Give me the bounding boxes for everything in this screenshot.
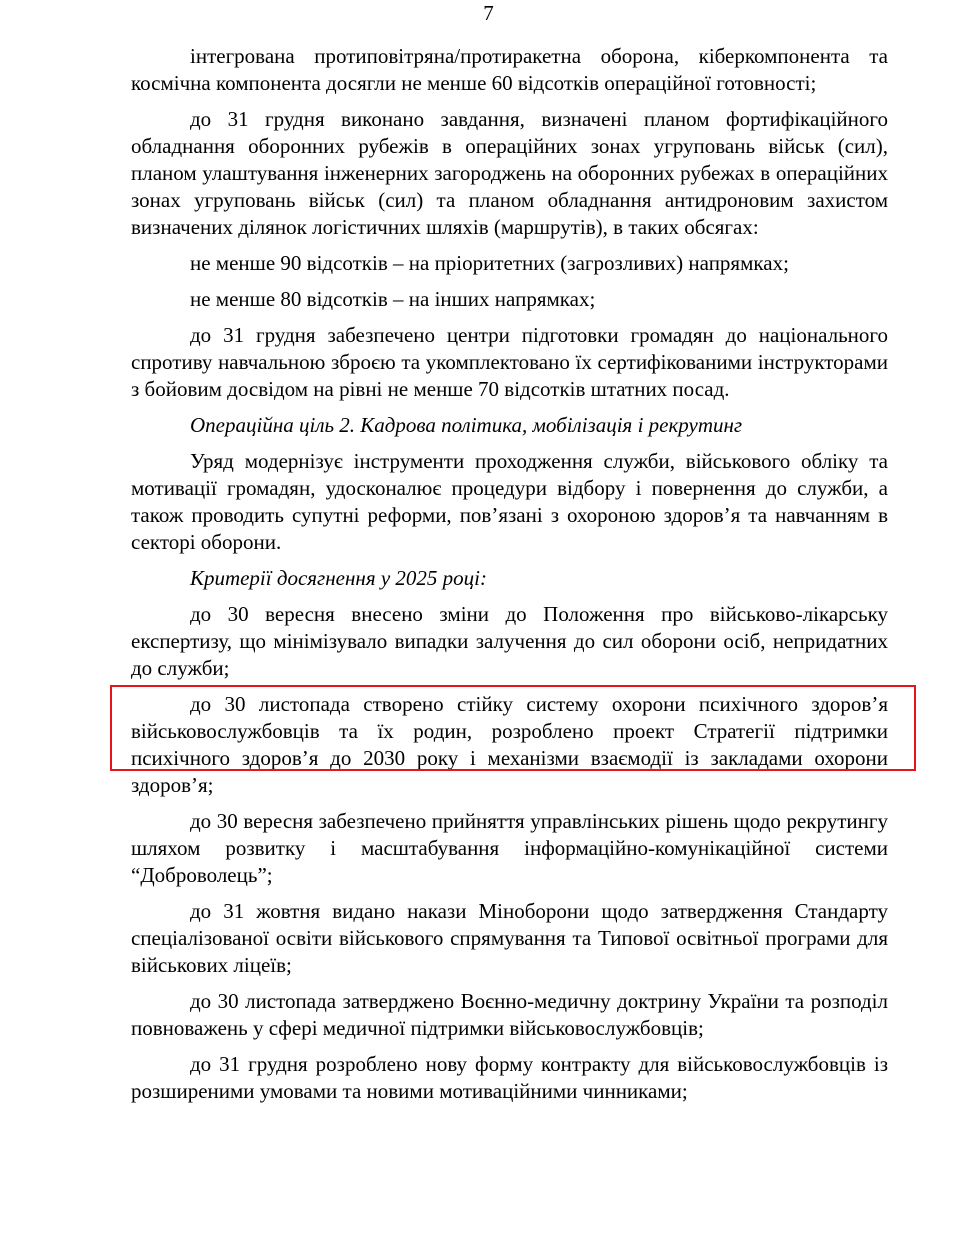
paragraph: до 30 листопада затверджено Воєнно-медичну доктрину України та розподіл повноважень у сфері медичної підтримки військовослужбовців; (131, 989, 888, 1040)
paragraph: Уряд модернізує інструменти проходження служби, військового обліку та мотивації громадян, удосконалює процедури відбору і повернення до служби, а також проводить супутні реформи, пов’язані з охороною здоров’я та навчанням в секторі оборони. (131, 449, 888, 554)
paragraph: до 31 грудня забезпечено центри підготовки громадян до національного спротиву навчальною зброєю та укомплектовано їх сертифікованими інструкторами з бойовим досвідом на рівні не менше 70 відсотків штатних посад. (131, 323, 888, 401)
highlighted-paragraph: до 30 вересня внесено зміни до Положення про військово-лікарську експертизу, що мінімізувало випадки залучення до сил оборони осіб, непридатних до служби; (131, 602, 888, 680)
page-number: 7 (483, 1, 494, 25)
paragraph: інтегрована протиповітряна/протиракетна оборона, кіберкомпонента та космічна компонента досягли не менше 60 відсотків операційної готовності; (131, 44, 888, 95)
paragraph: до 30 вересня забезпечено прийняття управлінських рішень щодо рекрутингу шляхом розвитку і масштабування інформаційно-комунікаційної системи “Доброволець”; (131, 809, 888, 887)
paragraph: до 30 листопада створено стійку систему охорони психічного здоров’я військовослужбовців та їх родин, розроблено проект Стратегії підтримки психічного здоров’я до 2030 року і механізми взаємодії із закладами охорони здоров’я; (131, 692, 888, 797)
paragraph: не менше 90 відсотків – на пріоритетних (загрозливих) напрямках; (190, 251, 789, 275)
paragraph: до 31 грудня розроблено нову форму контракту для військовослужбовців із розширеними умовами та новими мотиваційними чинниками; (131, 1052, 888, 1103)
paragraph: до 31 грудня виконано завдання, визначені планом фортифікаційного обладнання оборонних рубежів в операційних зонах угруповань військ (сил), планом улаштування інженерних загороджень на оборонних рубежах в операційних зонах угруповань військ (сил) та планом обладнання антидроновим захистом визначених ділянок логістичних шляхів (маршрутів), в таких обсягах: (131, 107, 888, 239)
paragraph: не менше 80 відсотків – на інших напрямках; (190, 287, 596, 311)
document-body (131, 43, 888, 1114)
paragraph: до 31 жовтня видано накази Міноборони щодо затвердження Стандарту спеціалізованої освіти військового спрямування та Типової освітньої програми для військових ліцеїв; (131, 899, 888, 977)
criteria-heading: Критерії досягнення у 2025 році: (190, 566, 487, 590)
section-heading: Операційна ціль 2. Кадрова політика, мобілізація і рекрутинг (190, 413, 743, 437)
